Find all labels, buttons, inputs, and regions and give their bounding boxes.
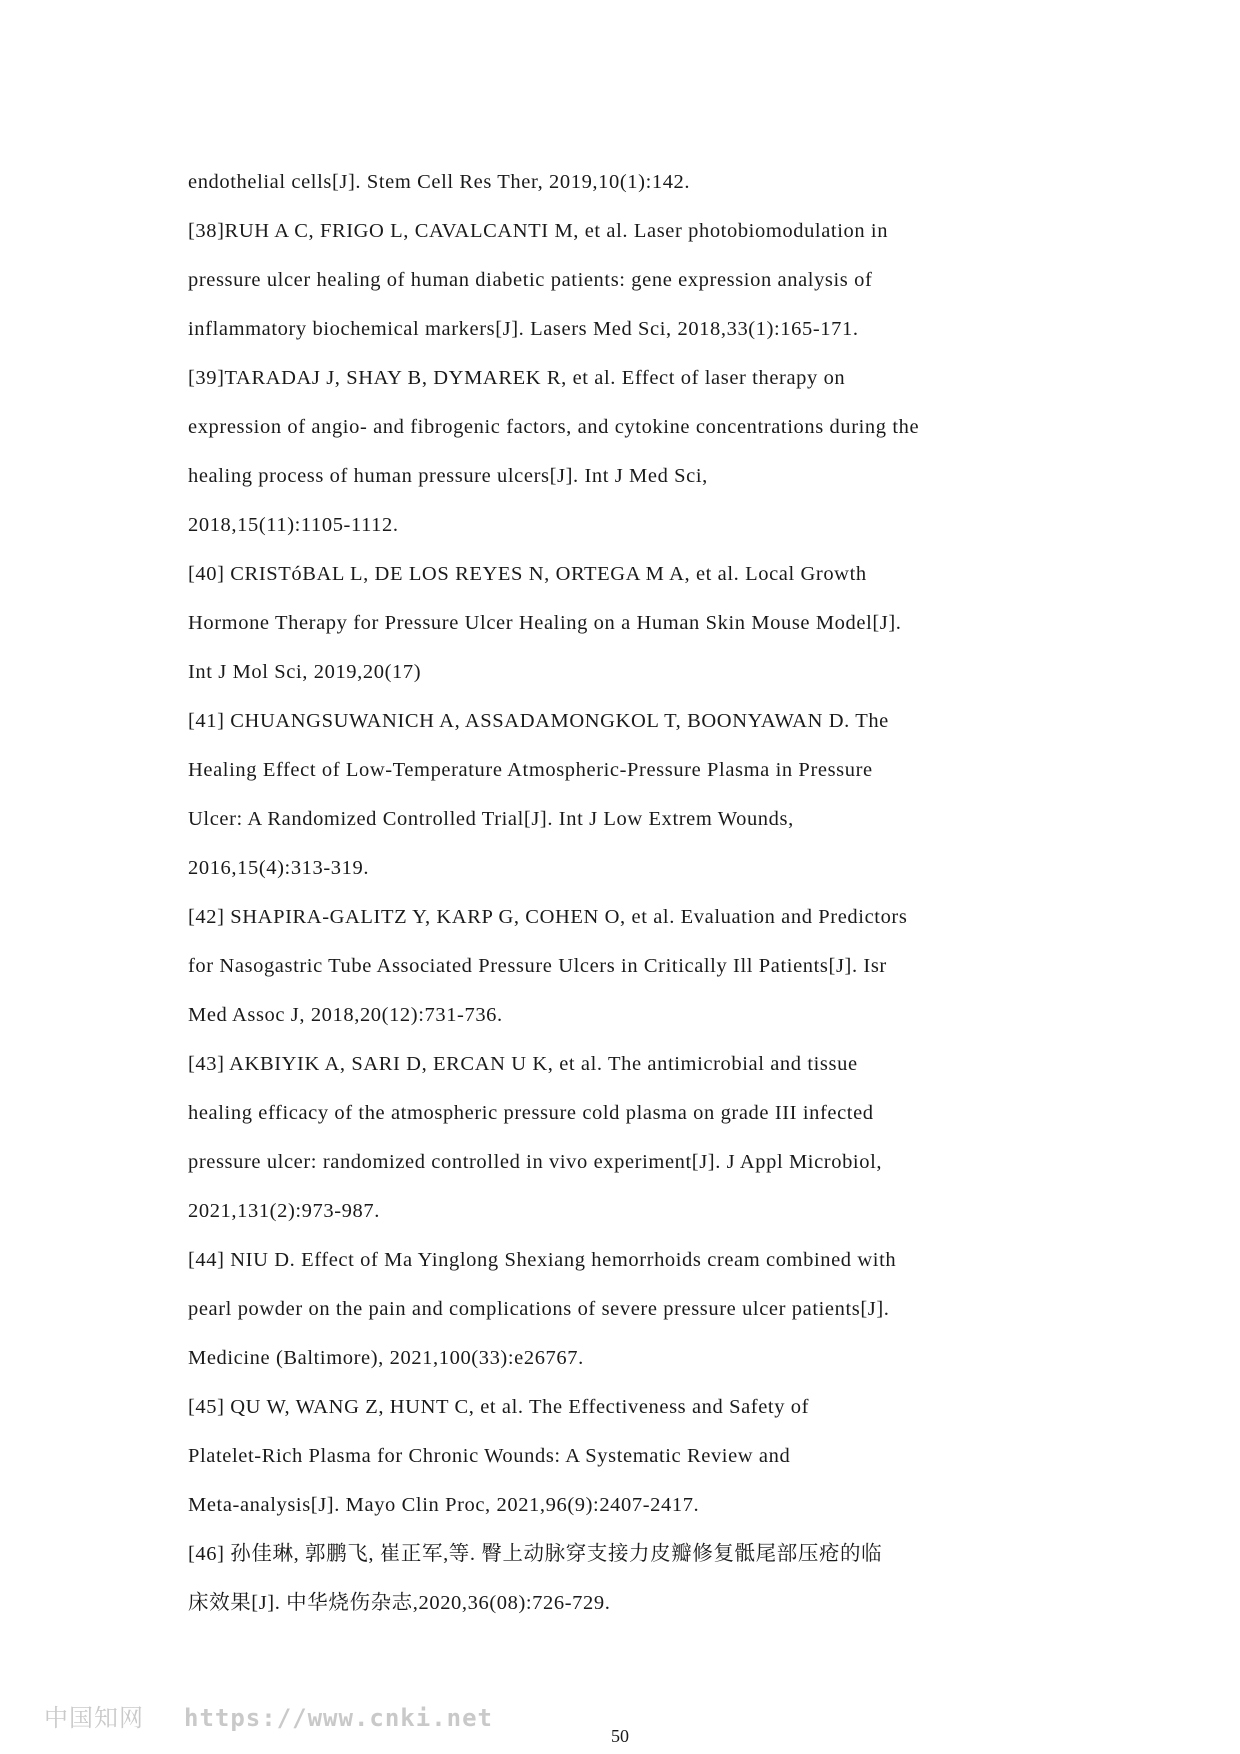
reference-line: 床效果[J]. 中华烧伤杂志,2020,36(08):726-729. [188,1592,611,1614]
reference-line: Platelet-Rich Plasma for Chronic Wounds: A Systematic Review and [188,1445,791,1467]
reference-line: [45] QU W, WANG Z, HUNT C, et al. The Effectiveness and Safety of [188,1396,810,1418]
reference-line: [41] CHUANGSUWANICH A, ASSADAMONGKOL T, BOONYAWAN D. The [188,710,889,732]
reference-line: endothelial cells[J]. Stem Cell Res Ther, 2019,10(1):142. [188,171,691,193]
reference-line: [43] AKBIYIK A, SARI D, ERCAN U K, et al. The antimicrobial and tissue [188,1053,858,1075]
reference-line: 2016,15(4):313-319. [188,857,370,879]
watermark-url: https://www.cnki.net [184,1704,493,1732]
reference-line: [44] NIU D. Effect of Ma Yinglong Shexiang hemorrhoids cream combined with [188,1249,897,1271]
reference-line: expression of angio- and fibrogenic factors, and cytokine concentrations during the [188,416,920,438]
reference-line: for Nasogastric Tube Associated Pressure Ulcers in Critically Ill Patients[J]. Isr [188,955,887,977]
reference-list [188,158,1068,1628]
reference-line: Ulcer: A Randomized Controlled Trial[J]. Int J Low Extrem Wounds, [188,808,794,830]
reference-line: pressure ulcer healing of human diabetic patients: gene expression analysis of [188,269,873,291]
reference-line: [38]RUH A C, FRIGO L, CAVALCANTI M, et al. Laser photobiomodulation in [188,220,889,242]
reference-line: [39]TARADAJ J, SHAY B, DYMAREK R, et al. Effect of laser therapy on [188,367,846,389]
reference-line: Int J Mol Sci, 2019,20(17) [188,661,422,683]
reference-line: Hormone Therapy for Pressure Ulcer Healing on a Human Skin Mouse Model[J]. [188,612,902,634]
watermark-site-name: 中国知网 [44,1704,144,1732]
reference-line: pressure ulcer: randomized controlled in vivo experiment[J]. J Appl Microbiol, [188,1151,883,1173]
page-number: 50 [611,1726,629,1746]
reference-line: inflammatory biochemical markers[J]. Lasers Med Sci, 2018,33(1):165-171. [188,318,859,340]
reference-line: [42] SHAPIRA-GALITZ Y, KARP G, COHEN O, et al. Evaluation and Predictors [188,906,908,928]
reference-line: Medicine (Baltimore), 2021,100(33):e26767. [188,1347,584,1369]
reference-line: healing efficacy of the atmospheric pressure cold plasma on grade III infected [188,1102,874,1124]
reference-line: 2018,15(11):1105-1112. [188,514,399,536]
reference-line: Med Assoc J, 2018,20(12):731-736. [188,1004,503,1026]
reference-line: 2021,131(2):973-987. [188,1200,380,1222]
reference-line: healing process of human pressure ulcers[J]. Int J Med Sci, [188,465,708,487]
reference-line: Meta-analysis[J]. Mayo Clin Proc, 2021,96(9):2407-2417. [188,1494,700,1516]
reference-line: [46] 孙佳琳, 郭鹏飞, 崔正军,等. 臀上动脉穿支接力皮瓣修复骶尾部压疮的临 [188,1543,883,1565]
reference-line: pearl powder on the pain and complications of severe pressure ulcer patients[J]. [188,1298,890,1320]
reference-line: [40] CRISTóBAL L, DE LOS REYES N, ORTEGA M A, et al. Local Growth [188,563,867,585]
reference-line: Healing Effect of Low-Temperature Atmospheric-Pressure Plasma in Pressure [188,759,873,781]
